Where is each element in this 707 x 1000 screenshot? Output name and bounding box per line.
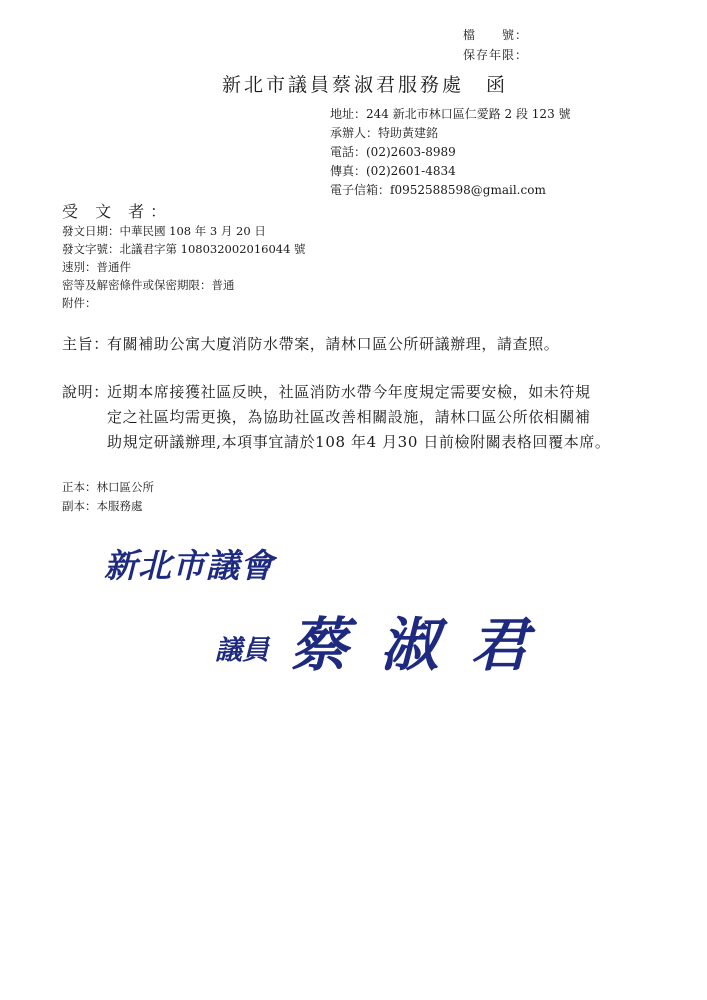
copy-recipient: 副本：本服務處 xyxy=(62,499,143,513)
seal-councilor-name: 蔡 淑 君 xyxy=(290,611,535,679)
explanation-line: 定之社區均需更換，為協助社區改善相關設施，請林口區公所依相關補 xyxy=(107,408,591,426)
recipient-label: 受 文 者： xyxy=(62,202,173,221)
contact-phone: 電話：(02)2603-8989 xyxy=(330,145,456,159)
retention-period-label: 保存年限： xyxy=(463,48,529,62)
explanation-line: 助規定研議辦理,本項事宜請於108 年4 月30 日前檢附關表格回覆本席。 xyxy=(107,433,611,451)
speed-class: 速別：普通件 xyxy=(62,260,131,274)
confidentiality: 密等及解密條件或保密期限：普通 xyxy=(62,278,235,292)
document-title: 新北市議員蔡淑君服務處 函 xyxy=(222,74,509,96)
explanation-line: 近期本席接獲社區反映，社區消防水帶今年度規定需要安檢，如未符規 xyxy=(107,383,591,401)
seal-title: 議員 xyxy=(215,635,269,666)
contact-address: 地址：244 新北市林口區仁愛路 2 段 123 號 xyxy=(330,107,571,121)
contact-handler: 承辦人：特助黃建銘 xyxy=(330,126,439,140)
seal-council-name: 新北市議會 xyxy=(104,546,274,585)
issue-date: 發文日期：中華民國 108 年 3 月 20 日 xyxy=(62,224,266,238)
file-number-label: 檔 號： xyxy=(463,28,529,42)
contact-email: 電子信箱：f0952588598@gmail.com xyxy=(330,183,546,197)
contact-fax: 傳真：(02)2601-4834 xyxy=(330,164,456,178)
attachment: 附件： xyxy=(62,296,97,310)
explanation-label: 說明： xyxy=(62,383,109,401)
subject-text: 有關補助公寓大廈消防水帶案，請林口區公所研議辦理，請查照。 xyxy=(107,335,560,353)
original-recipient: 正本：林口區公所 xyxy=(62,480,154,494)
subject-label: 主旨： xyxy=(62,335,109,353)
issue-number: 發文字號：北議君字第 108032002016044 號 xyxy=(62,242,306,256)
